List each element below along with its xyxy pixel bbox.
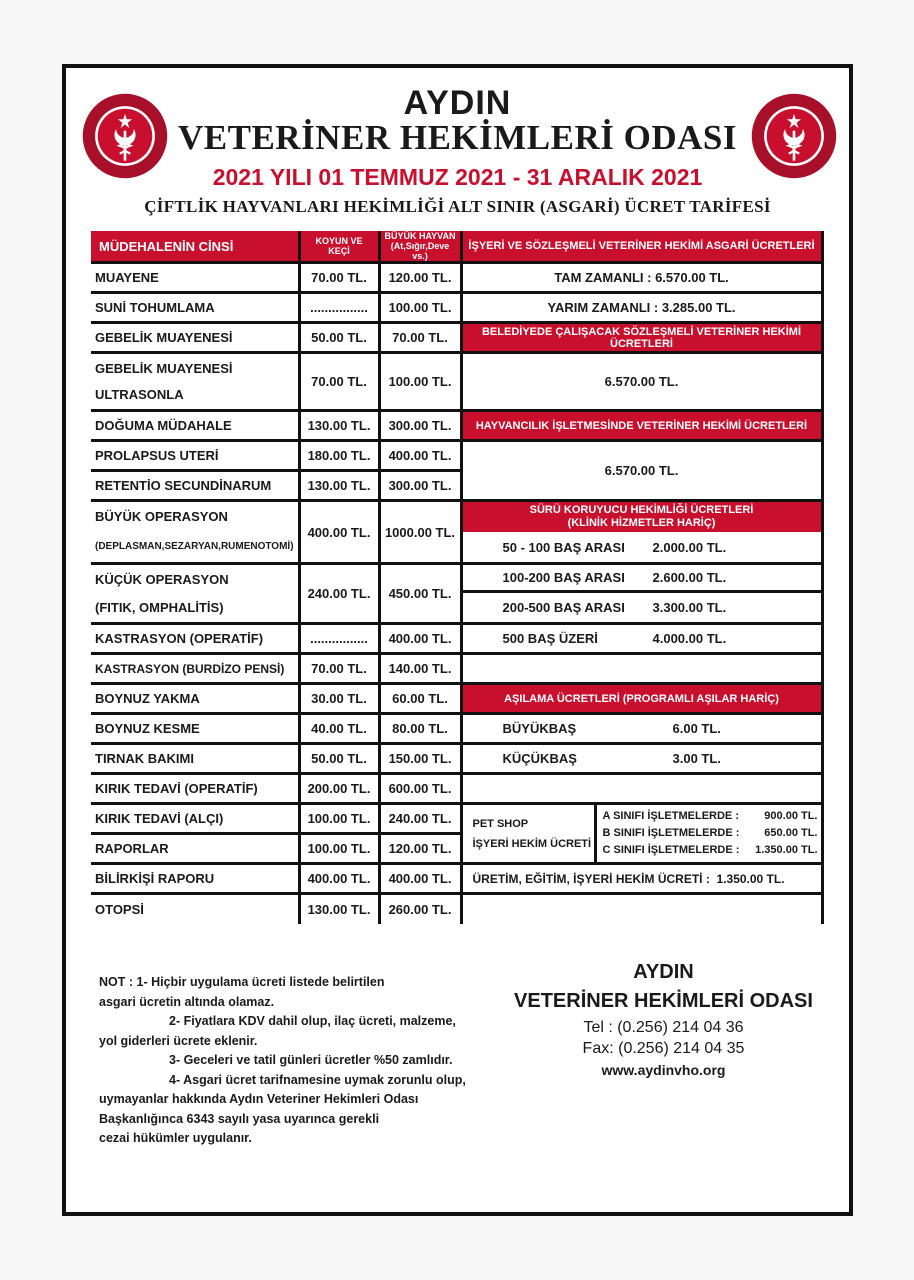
note-4b: uymayanlar hakkında Aydın Veteriner Hekimleri Odası (99, 1092, 419, 1106)
contact-website-link[interactable]: www.aydinvho.org (601, 1062, 726, 1078)
fee-large-animal: 300.00 TL. (379, 471, 461, 501)
service-name: BİLİRKİŞİ RAPORU (91, 864, 299, 894)
fee-large-animal: 120.00 TL. (379, 834, 461, 864)
tariff-table (91, 231, 824, 924)
petshop-class-fee: 650.00 TL. (764, 827, 818, 839)
fee-large-animal: 260.00 TL. (379, 894, 461, 924)
table-row (91, 654, 822, 684)
service-name: KIRIK TEDAVİ (OPERATİF) (91, 774, 299, 804)
contact-org-name: VETERİNER HEKİMLERİ ODASI (514, 990, 813, 1012)
vaccination-type: BÜYÜKBAŞ (502, 721, 577, 736)
note-2a: 2- Fiyatlara KDV dahil olup, ilaç ücreti, malzeme, (169, 1014, 456, 1028)
table-row (91, 864, 822, 894)
note-4c: Başkanlığınca 6343 sayılı yasa uyarınca gerekli (99, 1111, 380, 1126)
service-name: SUNİ TOHUMLAMA (91, 293, 299, 323)
service-name: MUAYENE (91, 263, 299, 293)
service-name: BOYNUZ YAKMA (91, 684, 299, 714)
fee-sheep-goat: 70.00 TL. (299, 263, 379, 293)
header-city: AYDIN (403, 84, 512, 122)
service-name (91, 501, 299, 564)
service-name-line2: (DEPLASMAN,SEZARYAN,RUMENOTOMİ) (95, 541, 294, 552)
empty-cell (461, 774, 822, 804)
service-name: KIRIK TEDAVİ (ALÇI) (91, 804, 299, 834)
petshop-class-fee: 1.350.00 TL. (755, 844, 818, 856)
vaccination-type: KÜÇÜKBAŞ (502, 751, 577, 766)
contact-block (486, 961, 841, 1078)
herd-range: 100-200 BAŞ ARASI (502, 570, 625, 585)
fee-sheep-goat: 130.00 TL. (299, 471, 379, 501)
herd-fee: 2.600.00 TL. (652, 570, 727, 585)
empty-cell (461, 894, 822, 924)
service-name: DOĞUMA MÜDAHALE (91, 411, 299, 441)
service-name-line2: (FITIK, OMPHALİTİS) (95, 599, 224, 615)
table-row (91, 353, 822, 411)
service-name: TIRNAK BAKIMI (91, 744, 299, 774)
fee-large-animal: 80.00 TL. (379, 714, 461, 744)
fee-large-animal: 100.00 TL. (379, 353, 461, 411)
col-header-service: MÜDEHALENİN CİNSİ (91, 231, 299, 263)
herd-row (463, 593, 821, 622)
col-header-workplace: İŞYERİ VE SÖZLEŞMELİ VETERİNER HEKİMİ ASGARİ ÜCRETLERİ (461, 231, 822, 263)
fee-large-animal: 60.00 TL. (379, 684, 461, 714)
livestock-header: HAYVANCILIK İŞLETMESİNDE VETERİNER HEKİMİ ÜCRETLERİ (461, 411, 822, 441)
full-time-fee: TAM ZAMANLI : 6.570.00 TL. (461, 263, 822, 293)
herd-fee: 2.000.00 TL. (652, 539, 727, 555)
col-header-sheep-goat: KOYUN VE KEÇİ (299, 231, 379, 263)
table-row (91, 501, 822, 564)
service-name: GEBELİK MUAYENESİ (91, 323, 299, 353)
service-name-line1: GEBELİK MUAYENESİ (95, 360, 233, 376)
fee-large-animal: 100.00 TL. (379, 293, 461, 323)
vaccination-header: AŞILAMA ÜCRETLERİ (PROGRAMLI AŞILAR HARİÇ) (461, 684, 822, 714)
fee-sheep-goat: 30.00 TL. (299, 684, 379, 714)
table-row (91, 804, 822, 834)
service-name: KASTRASYON (BURDİZO PENSİ) (91, 654, 299, 684)
petshop-line2: İŞYERİ HEKİM ÜCRETİ (472, 837, 592, 850)
fee-sheep-goat: 200.00 TL. (299, 774, 379, 804)
fee-large-animal: 600.00 TL. (379, 774, 461, 804)
herd-fee: 3.300.00 TL. (652, 600, 727, 615)
fee-sheep-goat: 100.00 TL. (299, 804, 379, 834)
vaccination-fee: 3.00 TL. (672, 751, 721, 766)
table-row (91, 894, 822, 924)
petshop-class-fee: 900.00 TL. (764, 810, 818, 822)
table-row (91, 323, 822, 353)
livestock-fee: 6.570.00 TL. (461, 441, 822, 501)
vaccination-row (461, 714, 822, 744)
herd-header-title: SÜRÜ KORUYUCU HEKİMLİĞİ ÜCRETLERİ (529, 504, 754, 516)
production-label: ÜRETİM, EĞİTİM, İŞYERİ HEKİM ÜCRETİ : (472, 871, 710, 886)
service-name: RAPORLAR (91, 834, 299, 864)
vaccination-row (461, 744, 822, 774)
service-name: OTOPSİ (91, 894, 299, 924)
table-row (91, 624, 822, 654)
herd-block (461, 501, 822, 564)
fee-sheep-goat: 50.00 TL. (299, 323, 379, 353)
fee-large-animal: 70.00 TL. (379, 323, 461, 353)
fee-large-animal: 120.00 TL. (379, 263, 461, 293)
contact-fax: Fax: (0.256) 214 04 35 (582, 1040, 745, 1057)
municipality-fee: 6.570.00 TL. (461, 353, 822, 411)
service-name: PROLAPSUS UTERİ (91, 441, 299, 471)
fee-sheep-goat: 100.00 TL. (299, 834, 379, 864)
table-row (91, 744, 822, 774)
fee-large-animal: 400.00 TL. (379, 864, 461, 894)
table-row (91, 263, 822, 293)
table-row (91, 411, 822, 441)
fee-sheep-goat: ................ (299, 293, 379, 323)
fee-sheep-goat: 400.00 TL. (299, 501, 379, 564)
note-1a: NOT : 1- Hiçbir uygulama ücreti listede belirtilen (99, 975, 385, 989)
note-4a: 4- Asgari ücret tarifnamesine uymak zorunlu olup, (169, 1072, 466, 1087)
table-row (91, 293, 822, 323)
header-tariff-title: ÇİFTLİK HAYVANLARI HEKİMLİĞİ ALT SINIR (ASGARİ) ÜCRET TARİFESİ (144, 197, 771, 216)
document-frame (62, 64, 853, 1216)
fee-sheep-goat: 240.00 TL. (299, 564, 379, 624)
col-header-large-animal-line2: (At,Sığır,Deve vs.) (390, 241, 450, 261)
herd-row (463, 532, 821, 562)
herd-row (463, 631, 821, 646)
service-name (91, 353, 299, 411)
table-row (91, 714, 822, 744)
herd-subheader: (KLİNİK HİZMETLER HARİÇ) (567, 517, 716, 529)
empty-cell (461, 654, 822, 684)
herd-fee: 4.000.00 TL. (652, 631, 727, 646)
fee-sheep-goat: 50.00 TL. (299, 744, 379, 774)
col-header-large-animal (379, 231, 461, 263)
header-org-name: VETERİNER HEKİMLERİ ODASI (178, 118, 737, 157)
part-time-fee: YARIM ZAMANLI : 3.285.00 TL. (461, 293, 822, 323)
table-header-row (91, 231, 822, 263)
fee-sheep-goat: ................ (299, 624, 379, 654)
herd-header (463, 502, 821, 532)
note-1b: asgari ücretin altında olamaz. (99, 994, 275, 1009)
service-name: KASTRASYON (OPERATİF) (91, 624, 299, 654)
contact-city: AYDIN (633, 961, 694, 983)
fee-large-animal: 450.00 TL. (379, 564, 461, 624)
header-period: 2021 YILI 01 TEMMUZ 2021 - 31 ARALIK 2021 (212, 164, 703, 190)
note-4d: cezai hükümler uygulanır. (99, 1131, 252, 1145)
herd-block (461, 564, 822, 624)
fee-large-animal: 150.00 TL. (379, 744, 461, 774)
fee-large-animal: 1000.00 TL. (379, 501, 461, 564)
petshop-class-label: C SINIFI İŞLETMELERDE : (602, 844, 740, 856)
herd-range: 500 BAŞ ÜZERİ (502, 631, 598, 646)
service-name-line2: ULTRASONLA (95, 386, 184, 402)
petshop-block (461, 804, 822, 864)
fee-sheep-goat: 130.00 TL. (299, 894, 379, 924)
note-3: 3- Geceleri ve tatil günleri ücretler %50 zamlıdır. (169, 1053, 453, 1067)
table-row (91, 564, 822, 624)
fee-sheep-goat: 400.00 TL. (299, 864, 379, 894)
petshop-class-label: B SINIFI İŞLETMELERDE : (602, 827, 740, 839)
fee-large-animal: 400.00 TL. (379, 441, 461, 471)
herd-row (463, 565, 821, 593)
production-row (461, 864, 822, 894)
service-name (91, 564, 299, 624)
service-name: BOYNUZ KESME (91, 714, 299, 744)
herd-block (461, 624, 822, 654)
fee-sheep-goat: 130.00 TL. (299, 411, 379, 441)
col-header-large-animal-line1: BÜYÜK HAYVAN (384, 231, 456, 241)
herd-range: 200-500 BAŞ ARASI (502, 600, 625, 615)
petshop-class-label: A SINIFI İŞLETMELERDE : (602, 810, 739, 822)
service-name-line1: KÜÇÜK OPERASYON (95, 571, 229, 587)
service-name-line1: BÜYÜK OPERASYON (95, 509, 228, 524)
table-row (91, 774, 822, 804)
fee-large-animal: 240.00 TL. (379, 804, 461, 834)
fee-sheep-goat: 180.00 TL. (299, 441, 379, 471)
fee-large-animal: 300.00 TL. (379, 411, 461, 441)
note-2b: yol giderleri ücrete eklenir. (99, 1033, 258, 1048)
petshop-line1: PET SHOP (472, 817, 529, 830)
fee-large-animal: 400.00 TL. (379, 624, 461, 654)
petshop-classes (597, 808, 818, 859)
petshop-label (463, 805, 597, 862)
notes-block (99, 973, 479, 1149)
fee-large-animal: 140.00 TL. (379, 654, 461, 684)
service-name: RETENTİO SECUNDİNARUM (91, 471, 299, 501)
table-row (91, 684, 822, 714)
contact-tel: Tel : (0.256) 214 04 36 (583, 1019, 744, 1036)
vaccination-fee: 6.00 TL. (672, 721, 721, 736)
municipality-header: BELEDİYEDE ÇALIŞACAK SÖZLEŞMELİ VETERİNER HEKİMİ ÜCRETLERİ (461, 323, 822, 353)
fee-sheep-goat: 70.00 TL. (299, 654, 379, 684)
herd-range: 50 - 100 BAŞ ARASI (502, 539, 625, 555)
fee-sheep-goat: 70.00 TL. (299, 353, 379, 411)
table-row (91, 441, 822, 471)
fee-sheep-goat: 40.00 TL. (299, 714, 379, 744)
production-fee: 1.350.00 TL. (716, 871, 785, 886)
